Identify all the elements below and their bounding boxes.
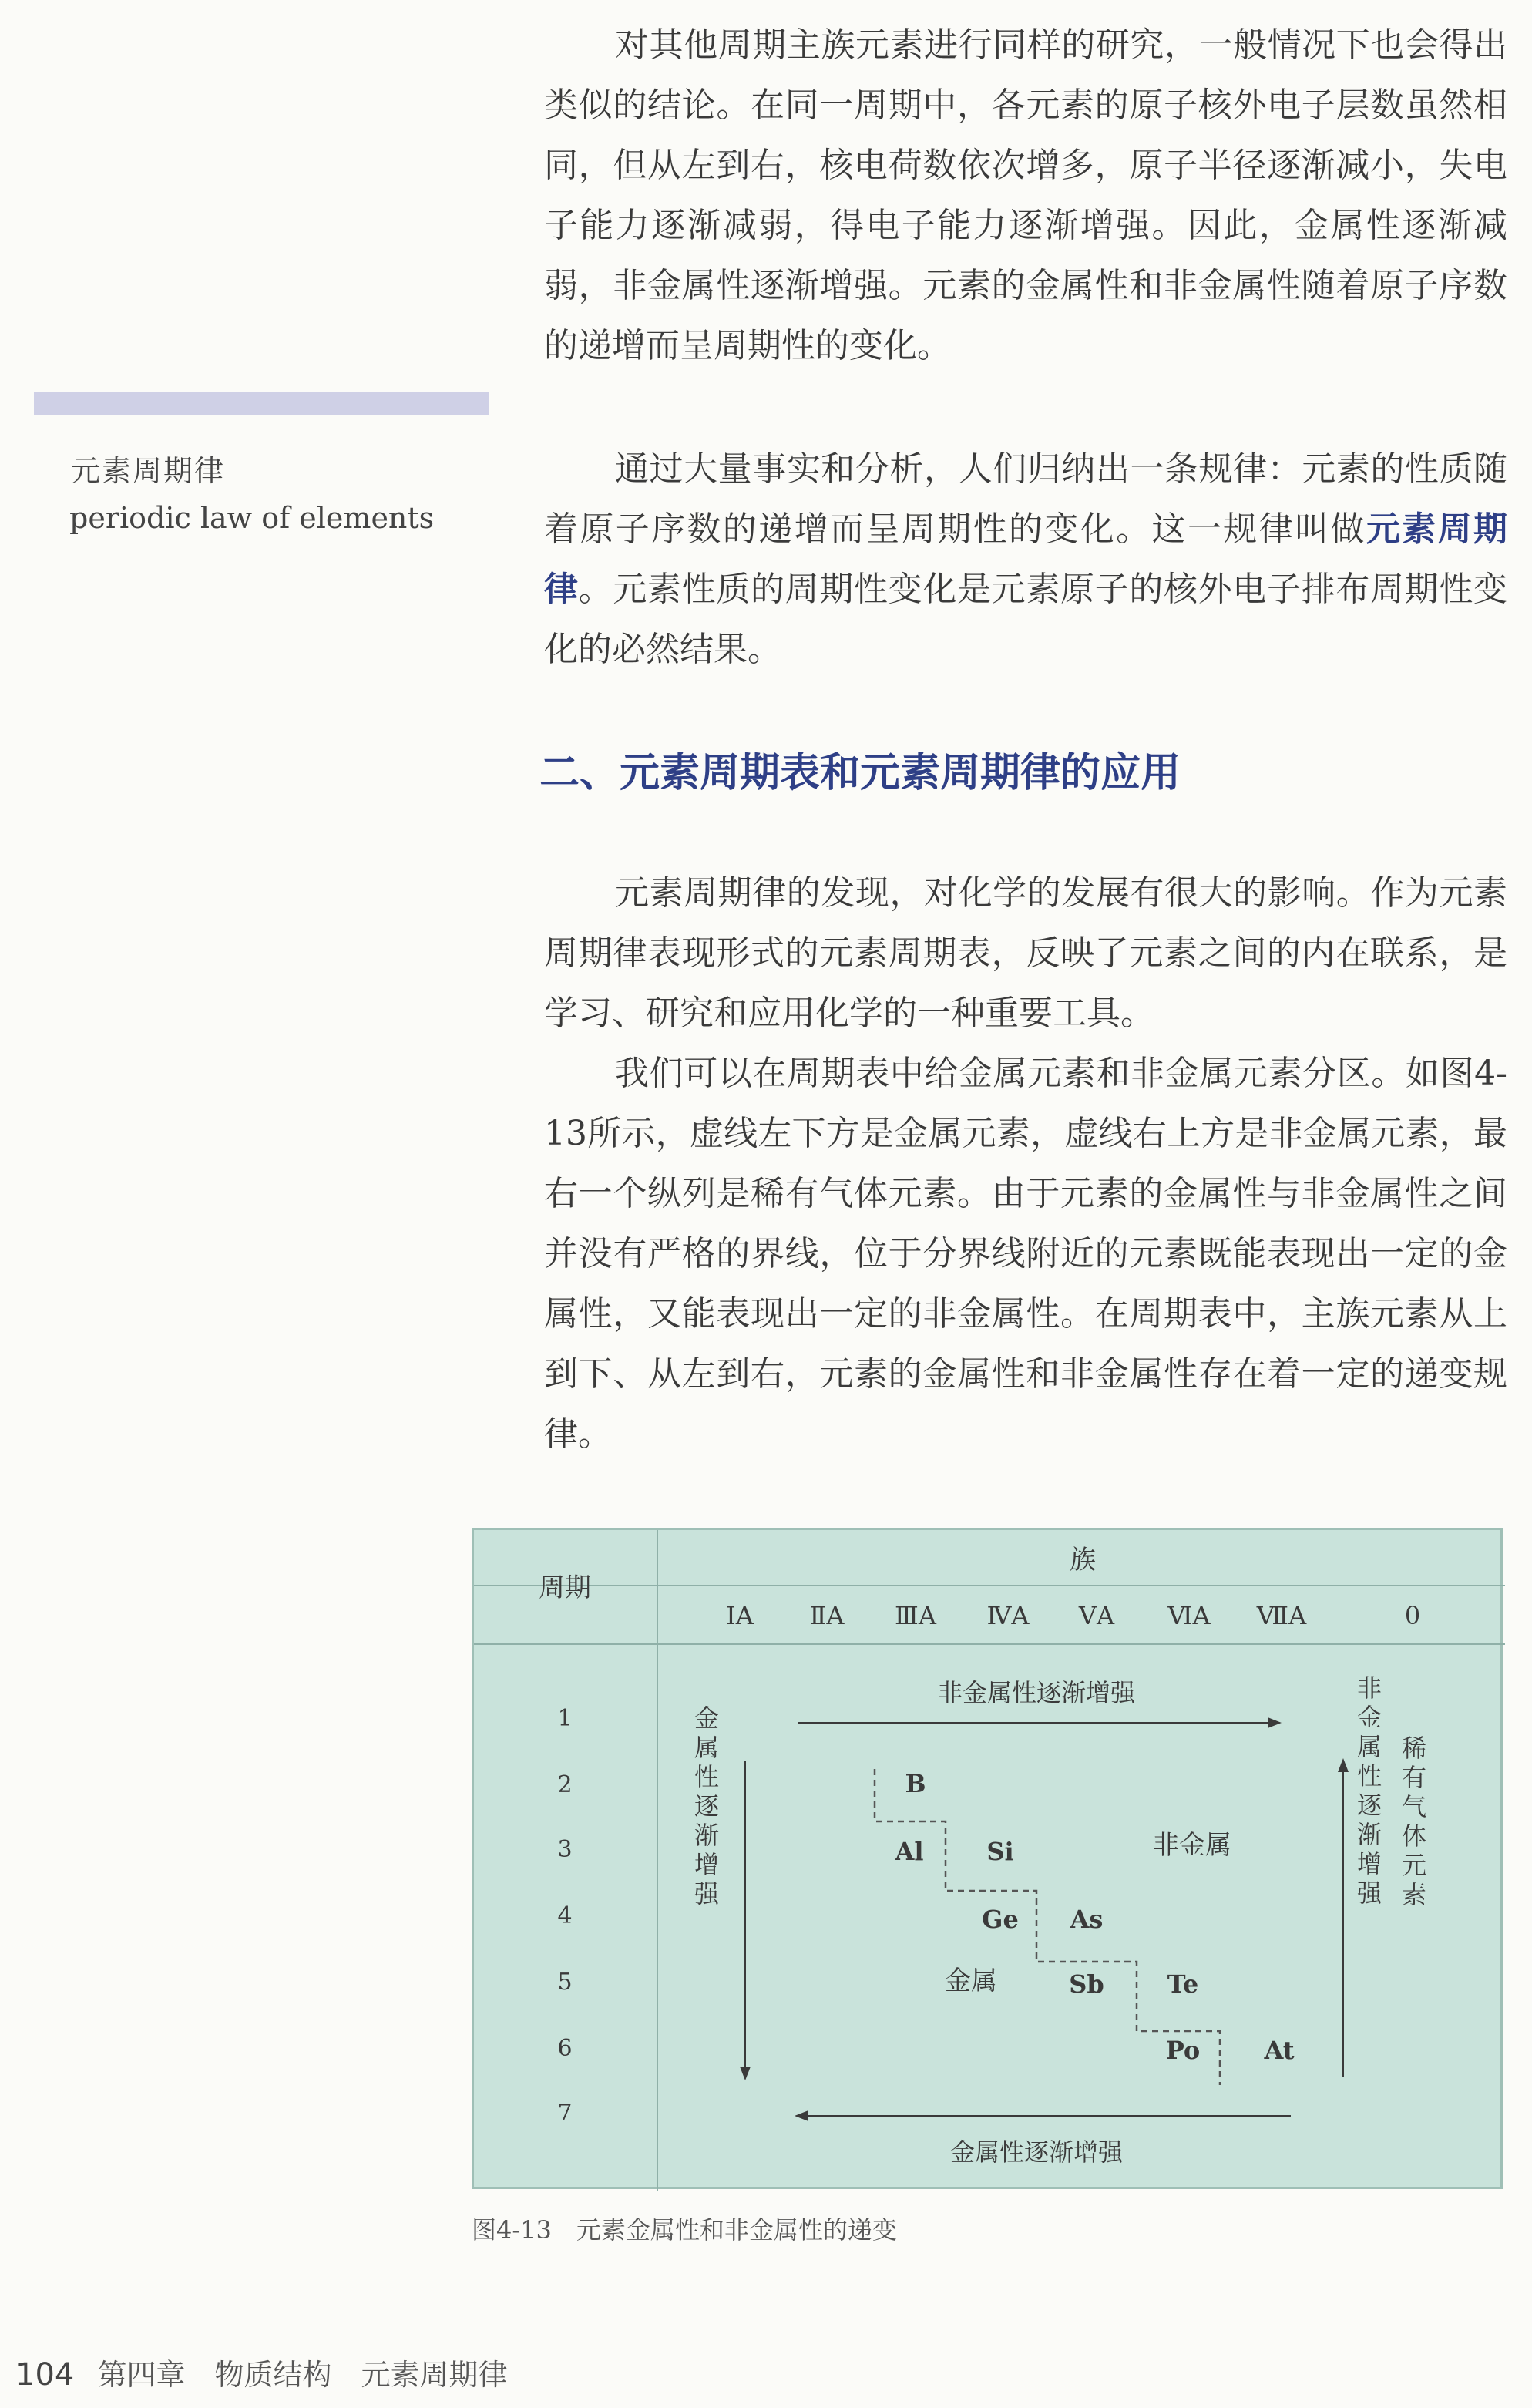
paragraph-discovery [544,863,1507,1044]
region-label-nonmetal: 非金属 [1153,1830,1231,1861]
header-group: 族 [1070,1545,1096,1576]
group-label: ⅠA [726,1601,754,1630]
element-tellurium: Te [1167,1969,1199,1999]
arrow-bottom-label: 金属性逐渐增强 [949,2137,1124,2167]
paragraph-text: 对其他周期主族元素进行同样的研究，一般情况下也会得出类似的结论。在同一周期中，各元素的原子核外电子层数虽然相同，但从左到右，核电荷数依次增多，原子半径逐渐减小，失电子能力逐渐减弱，得电子能力逐渐增强。因此，金属性逐渐减弱，非金属性逐渐增强。元素的金属性和非金属性随着原子序数的递增而呈周期性的变化。 [544,25,1507,365]
arrow-bottom-head [795,2110,808,2121]
sidebar-term-english: periodic law of elements [69,501,435,535]
group-label: ⅤA [1078,1601,1115,1630]
arrow-left-head [740,2067,751,2080]
group-label: ⅦA [1256,1601,1307,1630]
element-aluminium: Al [895,1837,924,1866]
paragraph-text: 我们可以在周期表中给金属元素和非金属元素分区。如图4-13所示，虚线左下方是金属元素，虚线右上方是非金属元素，最右一个纵列是稀有气体元素。由于元素的金属性与非金属性之间并没有严格的界线，位于分界线附近的元素既能表现出一定的金属性，又能表现出一定的非金属性。在周期表中，主族元素从上到下、从左到右，元素的金属性和非金属性存在着一定的递变规律。 [544,1054,1507,1454]
period-number: 6 [557,2035,573,2062]
term-periodic-law: 元素周期律 [544,510,1508,609]
paragraph-text: 元素周期律的发现，对化学的发展有很大的影响。作为元素周期律表现形式的元素周期表，反映了元素之间的内在联系，是学习、研究和应用化学的一种重要工具。 [544,873,1507,1033]
period-number: 4 [557,1902,573,1929]
paragraph-metal-nonmetal-zones [544,1044,1507,1465]
element-boron: B [905,1769,926,1798]
element-astatine: At [1264,2036,1295,2065]
periodic-table-diagram [474,1530,1505,2191]
chapter-title: 第四章 物质结构 元素周期律 [97,2358,508,2392]
header-period: 周期 [539,1572,591,1603]
arrow-left-label: 金属性逐渐增强 [690,1705,720,1910]
region-label-metal: 金属 [945,1966,997,1996]
group-label: ⅣA [986,1601,1030,1630]
period-number: 7 [557,2100,573,2127]
arrow-top-head [1268,1717,1282,1728]
paragraph-text-after: 。元素性质的周期性变化是元素原子的核外电子排布周期性变化的必然结果。 [544,570,1508,669]
page-footer [15,2351,507,2393]
sidebar-divider [34,392,489,415]
period-number: 2 [557,1771,573,1798]
element-antimony: Sb [1069,1969,1104,1999]
element-germanium: Ge [982,1905,1019,1934]
page-number: 104 [15,2357,75,2393]
arrow-top-label: 非金属性逐渐增强 [937,1678,1136,1707]
paragraph-periodic-law [544,439,1507,680]
element-arsenic: As [1070,1905,1104,1934]
arrow-right-label: 非金属性逐渐增强 [1353,1675,1382,1909]
period-number: 5 [557,1969,573,1996]
period-number: 1 [557,1705,573,1732]
group-label: ⅡA [809,1601,845,1630]
figure-metal-nonmetal-table [472,1528,1503,2189]
section-heading: 二、元素周期表和元素周期律的应用 [539,750,1181,796]
group-label: ⅥA [1167,1601,1211,1630]
group-label: ⅢA [895,1601,936,1630]
noble-gas-label: 稀有气体元素 [1398,1735,1427,1911]
group-label: 0 [1404,1601,1421,1630]
sidebar-term-chinese: 元素周期律 [71,454,226,488]
period-number: 3 [557,1836,573,1863]
paragraph-text-before: 通过大量事实和分析，人们归纳出一条规律：元素的性质随着原子序数的递增而呈周期性的变化。这一规律叫做 [544,449,1507,549]
element-silicon: Si [986,1837,1014,1866]
paragraph-periodic-trends [544,15,1507,376]
arrow-right-head [1338,1758,1349,1772]
figure-caption: 图4-13 元素金属性和非金属性的递变 [472,2215,897,2245]
element-polonium: Po [1165,2036,1201,2065]
